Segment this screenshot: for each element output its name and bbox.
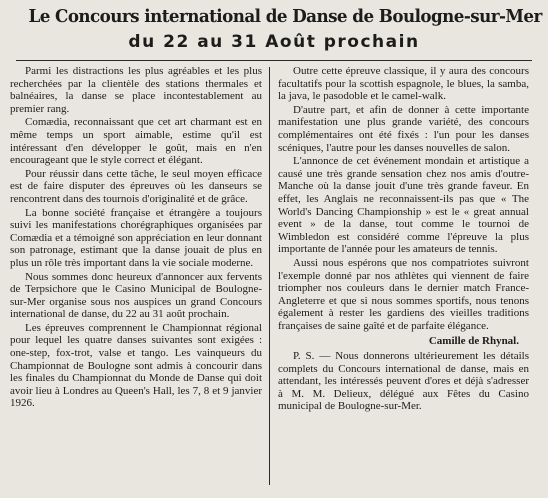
paragraph: L'annonce de cet événement mondain et artistique a causé une très grande sensation chez nos amis d'outre-Manche où la danse jouit d'une très grande faveur. En effet, les Anglais ne reconnaissent-ils pas que « The World's Dancing Championship » est le « great annual event » de la danse, tout comme le tournoi de Wimbledon est considéré comme l'épreuve la plus importante de l'année pour les amateurs de tennis. xyxy=(278,155,529,256)
paragraph: Outre cette épreuve classique, il y aura des concours facultatifs pour la scottish espagnole, le blues, la samba, la java, le pasodoble et le camel-walk. xyxy=(278,65,529,103)
paragraph: Aussi nous espérons que nos compatriotes suivront l'exemple donné par nos athlètes qui viennent de faire triompher nos couleurs dans le dernier match France-Angleterre et que si nous sommes sportifs, nous tenons également à rester les gardiens des vieilles traditions françaises de saine gaîté et de parfaite élégance. xyxy=(278,256,529,332)
article-subheadline: du 22 au 31 Août prochain xyxy=(128,32,420,52)
paragraph: Parmi les distractions les plus agréables et les plus recherchées par la clientèle des stations thermales et balnéaires, la danse se place incontestablement au premier rang. xyxy=(10,65,262,115)
author-signature: Camille de Rhynal. xyxy=(428,335,519,348)
article-columns xyxy=(10,65,538,485)
header-rule xyxy=(16,60,532,61)
right-column xyxy=(270,65,529,485)
paragraph: D'autre part, et afin de donner à cette importante manifestation une plus grande variété, des concours complémentaires ont été fixés : l'un pour les danses scéniques, l'autre pour les danses nouvelles de salon. xyxy=(278,103,529,154)
paragraph: Nous sommes donc heureux d'annoncer aux fervents de Terpsichore que le Casino Municipal de Boulogne-sur-Mer organise sous nos auspices un grand Concours international de danse, du 22 au 31 août prochain. xyxy=(10,270,262,321)
paragraph: Comædia, reconnaissant que cet art charmant est en même temps un sport aimable, estime qu'il est intéressant d'en développer le goût, mais en n'en encourageant que le style correct et élégant. xyxy=(10,116,262,167)
paragraph: Les épreuves comprennent le Championnat régional pour lequel les quatre danses suivantes sont exigées : one-step, fox-trot, valse et tango. Les vainqueurs du Championnat de Boulogne sont admis à concourir dans les finales du Championnat du Monde de Danse qui doit avoir lieu à Londres au Queen's Hall, les 7, 8 et 9 janvier 1926. xyxy=(10,321,262,410)
article-headline: Le Concours international de Danse de Boulogne-sur-Mer xyxy=(28,6,542,27)
paragraph: Pour réussir dans cette tâche, le seul moyen efficace est de faire disputer des épreuves où les danseurs se rencontrent dans des tournois d'originalité et de grâce. xyxy=(10,167,262,205)
left-column xyxy=(10,65,269,485)
postscript: P. S. — Nous donnerons ultérieurement les détails complets du Concours international de danse, mais en attendant, les intéressés peuvent d'ores et déjà s'adresser à M. M. Delieux, délégué aux Fêtes du Casino municipal de Boulogne-sur-Mer. xyxy=(278,350,529,413)
paragraph: La bonne société française et étrangère a toujours suivi les manifestations chorégraphiques organisées par Comædia et a témoigné son appréciation en leur donnant son patronage, estimant que la danse jouait de plus en plus un rôle très important dans la vie sociale moderne. xyxy=(10,206,262,269)
